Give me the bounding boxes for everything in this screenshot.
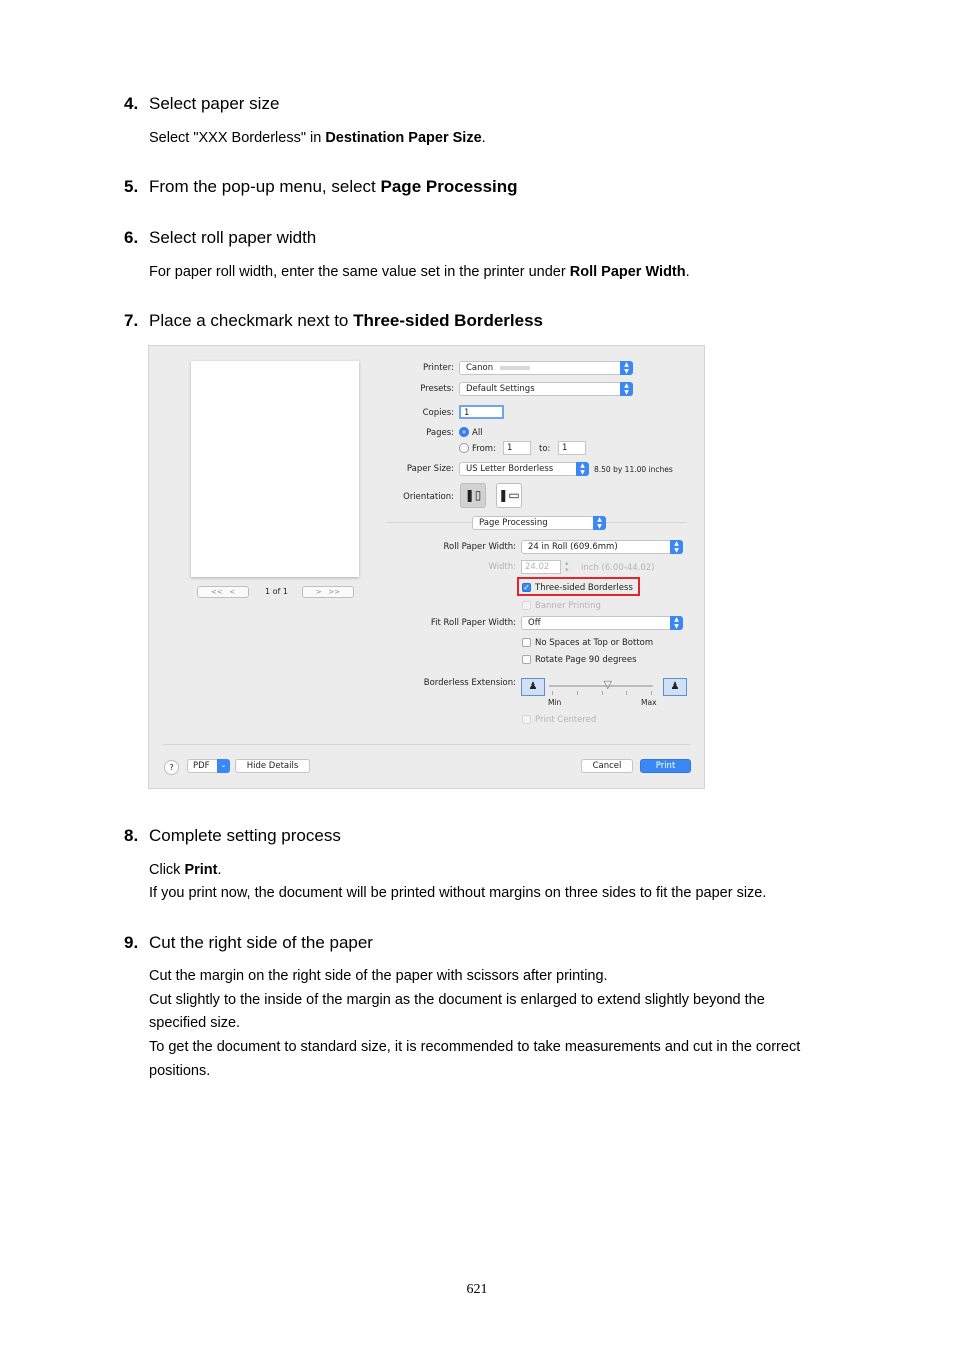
pages-from-field[interactable]: 1 bbox=[503, 441, 531, 455]
roll-width-label: Roll Paper Width: bbox=[443, 542, 516, 552]
pages-to-label: to: bbox=[539, 444, 551, 454]
pages-all-radio[interactable] bbox=[459, 427, 469, 437]
chevron-updown-icon: ▲ ▼ bbox=[670, 540, 683, 554]
landscape-orientation-button[interactable] bbox=[496, 483, 522, 508]
max-extension-icon: ♟ bbox=[663, 678, 687, 696]
step-8-title: Complete setting process bbox=[149, 826, 341, 845]
step-9-line-3: specified size. bbox=[149, 1015, 241, 1031]
copies-label: Copies: bbox=[422, 408, 454, 418]
prev-page-button[interactable]: << < bbox=[197, 586, 249, 598]
fit-roll-label: Fit Roll Paper Width: bbox=[430, 618, 516, 628]
chevron-updown-icon: ▲ ▼ bbox=[576, 462, 589, 476]
step-7-title: Place a checkmark next to Three-sided Borderless bbox=[149, 311, 543, 330]
presets-select[interactable]: Default Settings ▲ ▼ bbox=[459, 382, 633, 396]
step-9-line-5: positions. bbox=[149, 1063, 211, 1079]
step-9-number: 9. bbox=[124, 933, 139, 952]
pages-all-label: All bbox=[472, 428, 483, 438]
width-range: inch (6.00-44.02) bbox=[581, 563, 655, 573]
next-page-button[interactable]: > >> bbox=[302, 586, 354, 598]
pages-from-label: From: bbox=[472, 444, 496, 454]
slider-max-label: Max bbox=[641, 698, 657, 707]
rotate-checkbox[interactable] bbox=[522, 655, 531, 664]
help-button[interactable] bbox=[164, 760, 179, 775]
orientation-label: Orientation: bbox=[403, 492, 454, 502]
print-centered-label: Print Centered bbox=[535, 715, 597, 725]
width-label: Width: bbox=[488, 562, 516, 572]
three-sided-checkbox[interactable]: ✓ bbox=[523, 583, 530, 592]
chevron-updown-icon: ▲ ▼ bbox=[620, 382, 633, 396]
print-centered-checkbox[interactable] bbox=[522, 715, 531, 724]
paper-size-select[interactable]: US Letter Borderless ▲ ▼ bbox=[459, 462, 589, 476]
landscape-icon: ❚▭ bbox=[498, 488, 520, 502]
step-8-number: 8. bbox=[124, 826, 139, 845]
no-spaces-label: No Spaces at Top or Bottom bbox=[535, 638, 654, 648]
no-spaces-checkbox[interactable] bbox=[522, 638, 531, 647]
portrait-icon: ❚▯ bbox=[464, 488, 482, 502]
paper-size-label: Paper Size: bbox=[406, 464, 454, 474]
borderless-ext-label: Borderless Extension: bbox=[423, 678, 516, 688]
pdf-menu-button[interactable]: PDF ⌄ bbox=[187, 759, 230, 773]
step-7-number: 7. bbox=[124, 311, 139, 330]
chevron-updown-icon: ▲ ▼ bbox=[593, 516, 606, 530]
chevron-down-icon: ⌄ bbox=[217, 759, 230, 773]
presets-label: Presets: bbox=[420, 384, 454, 394]
copies-field[interactable]: 1 bbox=[459, 405, 504, 419]
step-5-title: From the pop-up menu, select Page Processing bbox=[149, 177, 518, 196]
rotate-label: Rotate Page 90 degrees bbox=[535, 655, 637, 665]
three-sided-label: Three-sided Borderless bbox=[535, 583, 633, 593]
slider-track[interactable] bbox=[549, 685, 653, 687]
printer-select[interactable]: Canon ▲ ▼ bbox=[459, 361, 633, 375]
step-9-line-2: Cut slightly to the inside of the margin as the document is enlarged to extend slightly beyond the bbox=[149, 992, 765, 1008]
page-preview bbox=[191, 361, 359, 577]
width-field[interactable]: 24.02 bbox=[521, 560, 561, 574]
width-stepper[interactable]: ▴ ▾ bbox=[565, 559, 569, 574]
cancel-button[interactable]: Cancel bbox=[581, 759, 633, 773]
pages-to-field[interactable]: 1 bbox=[558, 441, 586, 455]
step-5-number: 5. bbox=[124, 177, 139, 196]
printer-label: Printer: bbox=[423, 363, 454, 373]
step-6-number: 6. bbox=[124, 228, 139, 247]
step-9-line-4: To get the document to standard size, it is recommended to take measurements and cut in the correct bbox=[149, 1039, 801, 1055]
step-4-body: Select "XXX Borderless" in Destination Paper Size. bbox=[149, 130, 486, 146]
portrait-orientation-button[interactable] bbox=[460, 483, 486, 508]
fit-roll-select[interactable]: Off ▲ ▼ bbox=[521, 616, 683, 630]
paper-size-dims: 8.50 by 11.00 inches bbox=[594, 465, 673, 474]
print-dialog bbox=[148, 345, 705, 789]
roll-width-select[interactable]: 24 in Roll (609.6mm) ▲ ▼ bbox=[521, 540, 683, 554]
slider-ticks bbox=[552, 691, 652, 695]
step-9-line-1: Cut the margin on the right side of the paper with scissors after printing. bbox=[149, 968, 608, 984]
step-6-body: For paper roll width, enter the same value set in the printer under Roll Paper Width. bbox=[149, 264, 690, 280]
step-4-title: Select paper size bbox=[149, 94, 280, 113]
step-4-number: 4. bbox=[124, 94, 139, 113]
step-8-line-1: Click Print. bbox=[149, 862, 222, 878]
bottom-divider bbox=[163, 744, 691, 745]
banner-checkbox[interactable] bbox=[522, 601, 531, 610]
hide-details-button[interactable]: Hide Details bbox=[235, 759, 310, 773]
chevron-updown-icon: ▲ ▼ bbox=[670, 616, 683, 630]
chevron-updown-icon: ▲ ▼ bbox=[620, 361, 633, 375]
pages-from-radio[interactable] bbox=[459, 443, 469, 453]
pages-label: Pages: bbox=[426, 428, 454, 438]
section-select[interactable]: Page Processing ▲ ▼ bbox=[472, 516, 606, 530]
step-9-title: Cut the right side of the paper bbox=[149, 933, 373, 952]
print-button[interactable]: Print bbox=[640, 759, 691, 773]
page-count: 1 of 1 bbox=[265, 587, 288, 596]
step-8-line-2: If you print now, the document will be printed without margins on three sides to fit the paper size. bbox=[149, 885, 767, 901]
slider-thumb[interactable]: ▽ bbox=[603, 678, 612, 691]
banner-label: Banner Printing bbox=[535, 601, 601, 611]
min-extension-icon: ♟ bbox=[521, 678, 545, 696]
slider-min-label: Min bbox=[548, 698, 562, 707]
step-6-title: Select roll paper width bbox=[149, 228, 317, 247]
page-number: 621 bbox=[466, 1282, 488, 1297]
help-icon: ? bbox=[169, 763, 174, 772]
